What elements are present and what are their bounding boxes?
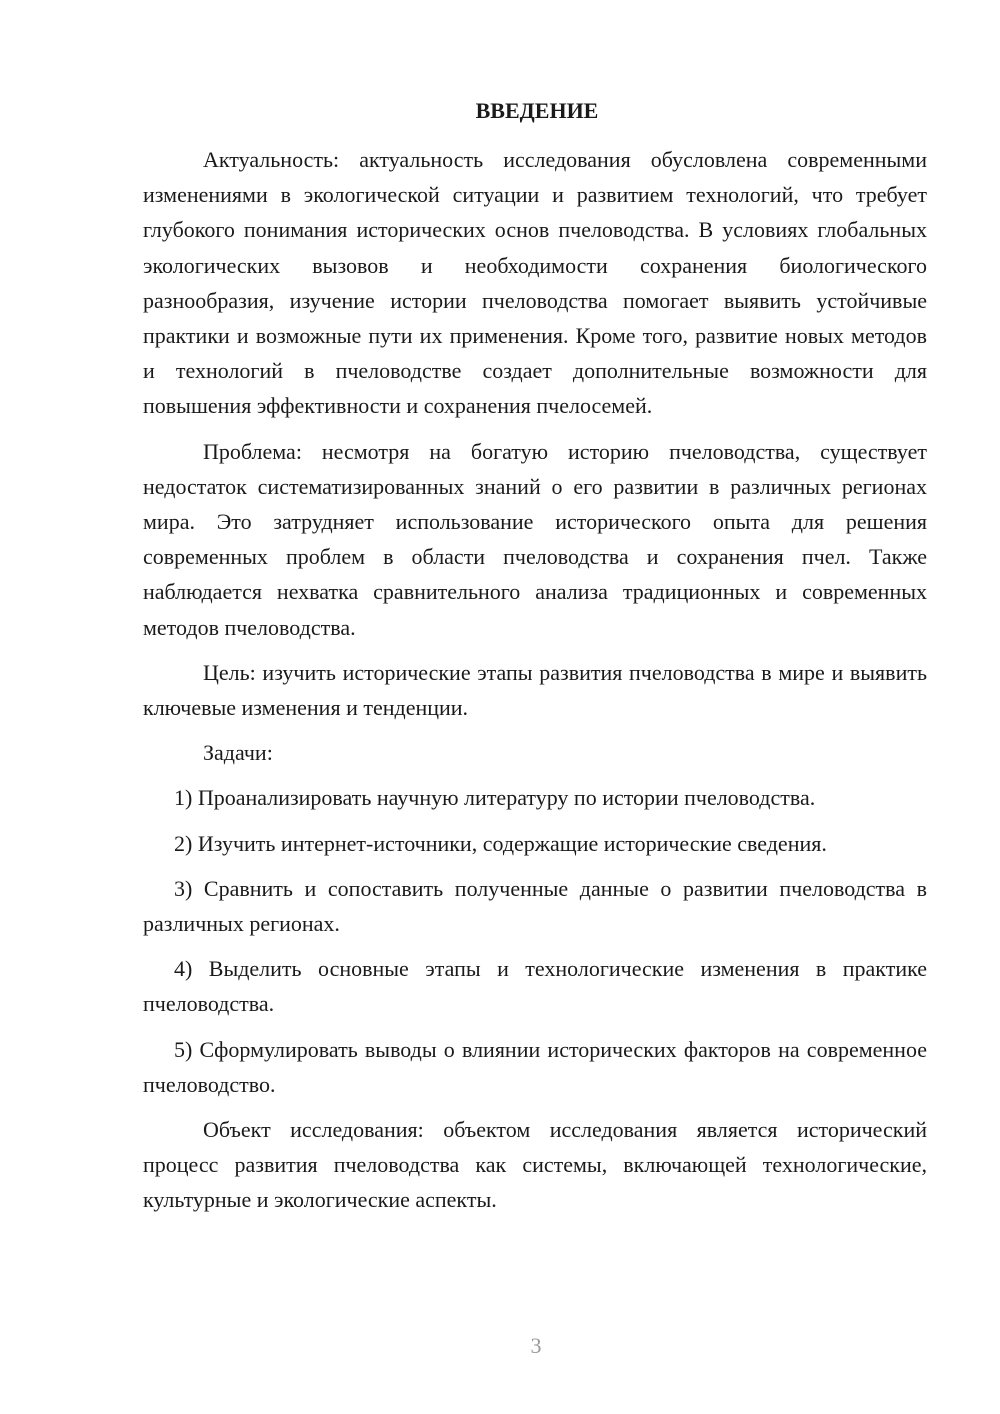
task-item-4: 4) Выделить основные этапы и технологические изменения в практике пчеловодства. bbox=[143, 956, 927, 1017]
section-title: ВВЕДЕНИЕ bbox=[475, 98, 599, 123]
problem-paragraph: Проблема: несмотря на богатую историю пчеловодства, существует недостаток систематизированных знаний о его развитии в различных регионах мира. Это затрудняет использование исторического опыта для решения современных проблем в области пчеловодства и сохранения пчел. Также наблюдается нехватка сравнительного анализа традиционных и современных методов пчеловодства. bbox=[143, 438, 927, 640]
tasks-heading: Задачи: bbox=[203, 740, 273, 766]
page-number: 3 bbox=[530, 1333, 542, 1358]
task-item-1: 1) Проанализировать научную литературу по истории пчеловодства. bbox=[174, 785, 816, 811]
page-content bbox=[143, 93, 927, 1228]
task-item-2: 2) Изучить интернет-источники, содержащие исторические сведения. bbox=[174, 830, 827, 856]
goal-paragraph: Цель: изучить исторические этапы развития пчеловодства в мире и выявить ключевые изменения и тенденции. bbox=[143, 659, 927, 721]
object-paragraph: Объект исследования: объектом исследования является исторический процесс развития пчеловодства как системы, включающей технологические, культурные и экологические аспекты. bbox=[143, 1117, 927, 1213]
task-item-3: 3) Сравнить и сопоставить полученные данные о развитии пчеловодства в различных регионах. bbox=[143, 875, 927, 937]
relevance-paragraph: Актуальность: актуальность исследования обусловлена современными изменениями в экологической ситуации и развитием технологий, что требует глубокого понимания исторических основ пчеловодства. В условиях глобальных экологических вызовов и необходимости сохранения биологического разнообразия, изучение истории пчеловодства помогает выявить устойчивые практики и возможные пути их применения. Кроме того, развитие новых методов и технологий в пчеловодстве создает дополнительные возможности для повышения эффективности и сохранения пчелосемей. bbox=[143, 147, 927, 419]
task-item-5: 5) Сформулировать выводы о влиянии исторических факторов на современное пчеловодство. bbox=[143, 1036, 927, 1097]
